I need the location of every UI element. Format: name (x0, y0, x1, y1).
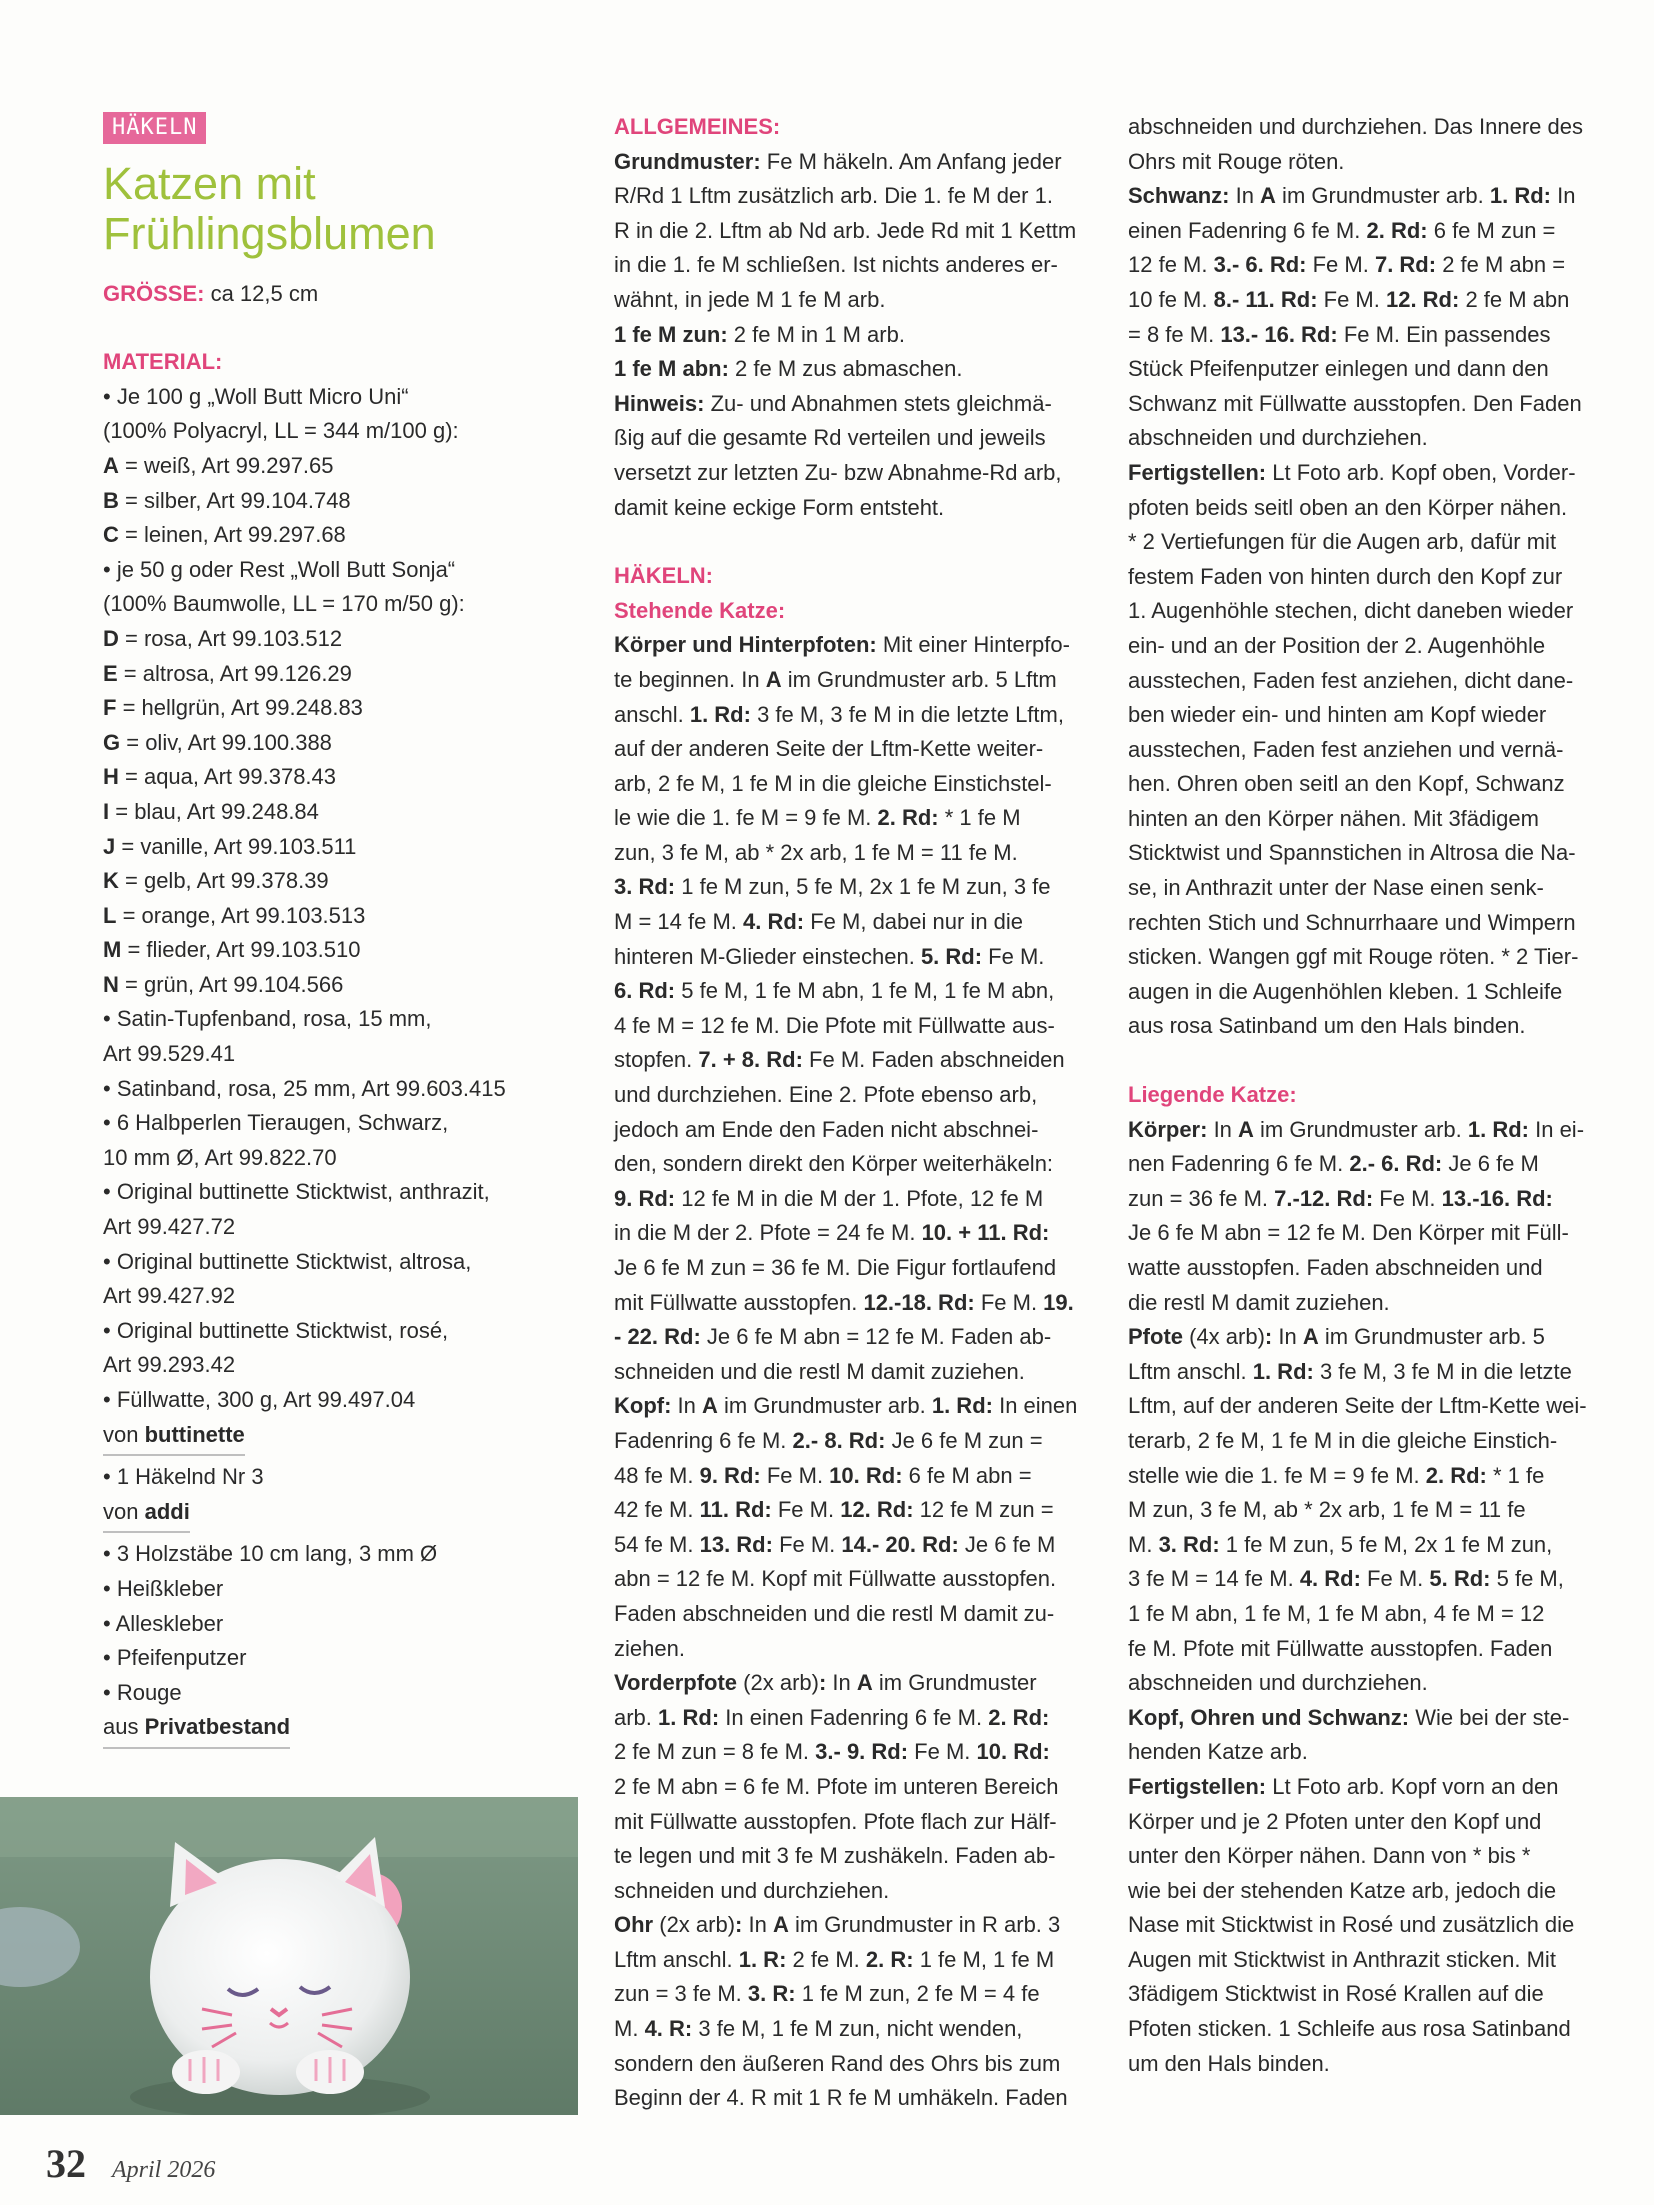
text-line: M zun, 3 fe M, ab * 2x arb, 1 fe M = 11 fe (1128, 1497, 1526, 1523)
material-column (103, 110, 573, 1753)
text-line: anschl. 1. Rd: 3 fe M, 3 fe M in die letzte Lftm, (614, 701, 1064, 727)
text-line: unter den Körper nähen. Dann von * bis * (1128, 1843, 1531, 1869)
material-list (103, 1002, 573, 1417)
text-line: 3fädigem Sticktwist in Rosé Krallen auf die (1128, 1981, 1544, 2007)
crochet-heading: HÄKELN: (614, 563, 713, 589)
yarn-list-b (103, 622, 573, 1003)
yarn-item: M = flieder, Art 99.103.510 (103, 937, 361, 963)
text-line: auf der anderen Seite der Lftm-Kette weiter- (614, 736, 1044, 762)
text-line: Faden abschneiden und die restl M damit zu- (614, 1600, 1055, 1626)
text-line: Kopf: In A im Grundmuster arb. 1. Rd: In einen (614, 1393, 1078, 1419)
text-line: Fadenring 6 fe M. 2.- 8. Rd: Je 6 fe M zun = (614, 1427, 1043, 1453)
text-line: abschneiden und durchziehen. Das Innere des (1128, 114, 1583, 139)
text-line: zun = 36 fe M. 7.-12. Rd: Fe M. 13.-16. Rd: (1128, 1185, 1553, 1211)
yarn-item: J = vanille, Art 99.103.511 (103, 833, 357, 859)
text-line: wähnt, in jede M 1 fe M arb. (614, 286, 886, 312)
text-line: Nase mit Sticktwist in Rosé und zusätzlich die (1128, 1912, 1575, 1938)
material-line: • Satin-Tupfenband, rosa, 15 mm, (103, 1006, 432, 1032)
material-line: • Alleskleber (103, 1610, 224, 1636)
text-line: stelle wie die 1. fe M = 9 fe M. 2. Rd: * 1 fe (1128, 1462, 1545, 1488)
text-line: 54 fe M. 13. Rd: Fe M. 14.- 20. Rd: Je 6 fe M (614, 1531, 1056, 1557)
text-line: henden Katze arb. (1128, 1739, 1308, 1765)
text-line: hinteren M-Glieder einstechen. 5. Rd: Fe M. (614, 943, 1045, 969)
size-line: GRÖSSE: ca 12,5 cm (103, 280, 319, 306)
text-line: abschneiden und durchziehen. (1128, 425, 1428, 451)
text-line: Lftm, auf der anderen Seite der Lftm-Kette wei- (1128, 1393, 1587, 1419)
text-line: Ohr (2x arb): In A im Grundmuster in R arb. 3 (614, 1912, 1061, 1938)
text-line: 1 fe M zun: 2 fe M in 1 M arb. (614, 321, 905, 347)
text-line: arb, 2 fe M, 1 fe M in die gleiche Einstichstel- (614, 770, 1052, 796)
section-tag: HÄKELN (103, 112, 206, 144)
yarn-item: N = grün, Art 99.104.566 (103, 971, 344, 997)
material-line: (100% Baumwolle, LL = 170 m/50 g): (103, 591, 465, 617)
text-line: te legen und mit 3 fe M zushäkeln. Faden ab- (614, 1843, 1056, 1869)
material-line: • Original buttinette Sticktwist, anthrazit, (103, 1179, 490, 1205)
text-line: abschneiden und durchziehen. (1128, 1670, 1428, 1696)
text-line: zun, 3 fe M, ab * 2x arb, 1 fe M = 11 fe M. (614, 839, 1018, 865)
text-line: le wie die 1. fe M = 9 fe M. 2. Rd: * 1 fe M (614, 805, 1021, 831)
yarn-item: I = blau, Art 99.248.84 (103, 798, 319, 824)
text-line: ausstechen, Faden fest anziehen und vernä- (1128, 736, 1564, 762)
text-line: Körper: In A im Grundmuster arb. 1. Rd: In ei- (1128, 1116, 1585, 1142)
text-line: ausstechen, Faden fest anziehen, dicht dane- (1128, 667, 1574, 693)
text-line: damit keine eckige Form entsteht. (614, 494, 945, 520)
material-line: • Rouge (103, 1679, 182, 1705)
text-line: mit Füllwatte ausstopfen. Pfote flach zur Hälf- (614, 1808, 1057, 1834)
page-title: Katzen mit Frühlingsblumen (103, 157, 436, 259)
material-line: • Satinband, rosa, 25 mm, Art 99.603.415 (103, 1075, 506, 1101)
text-line: hinten an den Körper nähen. Mit 3fädigem (1128, 805, 1539, 831)
lying-cat-heading: Liegende Katze: (1128, 1082, 1297, 1108)
material-line: • Original buttinette Sticktwist, altrosa, (103, 1248, 472, 1274)
text-line: 42 fe M. 11. Rd: Fe M. 12. Rd: 12 fe M zun = (614, 1497, 1054, 1523)
vendor-addi: von addi (103, 1495, 190, 1534)
lying-cat-text (1128, 1113, 1608, 2082)
material-line: • Pfeifenputzer (103, 1645, 247, 1671)
material-line: • Füllwatte, 300 g, Art 99.497.04 (103, 1387, 416, 1412)
text-line: rechten Stich und Schnurrhaare und Wimpern (1128, 909, 1576, 935)
text-line: ben wieder ein- und hinten am Kopf wieder (1128, 702, 1547, 728)
text-line: = 8 fe M. 13.- 16. Rd: Fe M. Ein passendes (1128, 321, 1551, 347)
material-line: Art 99.427.72 (103, 1214, 236, 1240)
text-line: arb. 1. Rd: In einen Fadenring 6 fe M. 2. Rd: (614, 1704, 1050, 1730)
text-line: 2 fe M zun = 8 fe M. 3.- 9. Rd: Fe M. 10. Rd: (614, 1739, 1050, 1765)
text-line: schneiden und die restl M damit zuziehen. (614, 1358, 1025, 1384)
text-line: Grundmuster: Fe M häkeln. Am Anfang jeder (614, 148, 1062, 174)
text-line: in die M der 2. Pfote = 24 fe M. 10. + 11. Rd: (614, 1220, 1050, 1246)
text-line: nen Fadenring 6 fe M. 2.- 6. Rd: Je 6 fe M (1128, 1151, 1539, 1177)
text-line: augen in die Augenhöhlen kleben. 1 Schleife (1128, 978, 1563, 1004)
text-line: Körper und je 2 Pfoten unter den Kopf und (1128, 1808, 1542, 1834)
yarn-item: H = aqua, Art 99.378.43 (103, 764, 337, 790)
yarn-item: K = gelb, Art 99.378.39 (103, 868, 329, 894)
text-line: ein- und an der Position der 2. Augenhöhle (1128, 632, 1546, 658)
text-line: se, in Anthrazit unter der Nase einen senk- (1128, 875, 1544, 901)
text-line: Hinweis: Zu- und Abnahmen stets gleichmä- (614, 390, 1052, 416)
text-line: Augen mit Sticktwist in Anthrazit sticken. Mit (1128, 1946, 1556, 1972)
text-line: Stück Pfeifenputzer einlegen und dann den (1128, 356, 1549, 382)
text-line: stopfen. 7. + 8. Rd: Fe M. Faden abschneiden (614, 1047, 1065, 1073)
text-line: Körper und Hinterpfoten: Mit einer Hinterpfo- (614, 632, 1070, 658)
text-line: R/Rd 1 Lftm zusätzlich arb. Die 1. fe M der 1. (614, 183, 1053, 209)
text-line: 3 fe M = 14 fe M. 4. Rd: Fe M. 5. Rd: 5 fe M, (1128, 1566, 1564, 1592)
text-line: Beginn der 4. R mit 1 R fe M umhäkeln. Faden (614, 2085, 1068, 2111)
issue-date: April 2026 (112, 2157, 216, 2183)
text-line: 3. Rd: 1 fe M zun, 5 fe M, 2x 1 fe M zun, 3 fe (614, 874, 1051, 900)
text-line: Je 6 fe M abn = 12 fe M. Den Körper mit Füll- (1128, 1220, 1569, 1246)
material-line: 10 mm Ø, Art 99.822.70 (103, 1144, 337, 1170)
text-line: Pfoten sticken. 1 Schleife aus rosa Satinband (1128, 2016, 1571, 2042)
text-line: Je 6 fe M zun = 36 fe M. Die Figur fortlaufend (614, 1255, 1057, 1280)
yarn-list-a (103, 449, 573, 553)
yarn-item: D = rosa, Art 99.103.512 (103, 625, 343, 651)
material-line: • Heißkleber (103, 1575, 224, 1601)
text-line: zun = 3 fe M. 3. R: 1 fe M zun, 2 fe M = 4 fe (614, 1981, 1040, 2007)
yarn-item: A = weiß, Art 99.297.65 (103, 452, 334, 478)
text-line: M. 4. R: 3 fe M, 1 fe M zun, nicht wenden, (614, 2016, 1023, 2042)
text-line: Lftm anschl. 1. Rd: 3 fe M, 3 fe M in die letzte (1128, 1358, 1572, 1384)
text-line: in die 1. fe M schließen. Ist nichts anderes er- (614, 252, 1058, 278)
text-line: 1 fe M abn: 2 fe M zus abmaschen. (614, 356, 963, 382)
text-line: ßig auf die gesamte Rd verteilen und jeweils (614, 425, 1046, 451)
text-line: 2 fe M abn = 6 fe M. Pfote im unteren Bereich (614, 1773, 1059, 1799)
text-line: hen. Ohren oben seitl an den Kopf, Schwanz (1128, 771, 1565, 797)
text-line: wie bei der stehenden Katze arb, jedoch die (1128, 1877, 1557, 1903)
text-line: 10 fe M. 8.- 11. Rd: Fe M. 12. Rd: 2 fe M abn (1128, 286, 1570, 312)
text-line: 4 fe M = 12 fe M. Die Pfote mit Füllwatte aus- (614, 1012, 1055, 1038)
vendor-buttinette: von buttinette (103, 1418, 245, 1457)
text-line: festem Faden von hinten durch den Kopf zur (1128, 563, 1563, 589)
text-line: Schwanz: In A im Grundmuster arb. 1. Rd: In (1128, 183, 1576, 209)
yarn-item: B = silber, Art 99.104.748 (103, 487, 351, 513)
material-line: • je 50 g oder Rest „Woll Butt Sonja“ (103, 556, 456, 582)
page-footer (46, 2140, 215, 2187)
text-line: Pfote (4x arb): In A im Grundmuster arb. 5 (1128, 1324, 1545, 1350)
text-line: Sticktwist und Spannstichen in Altrosa die Na- (1128, 840, 1576, 866)
text-line: * 2 Vertiefungen für die Augen arb, dafür mit (1128, 529, 1557, 555)
general-heading: ALLGEMEINES: (614, 114, 781, 139)
text-line: te beginnen. In A im Grundmuster arb. 5 Lftm (614, 666, 1057, 692)
text-line: jedoch am Ende den Faden nicht abschnei- (614, 1116, 1039, 1142)
text-line: M. 3. Rd: 1 fe M zun, 5 fe M, 2x 1 fe M zun, (1128, 1531, 1553, 1557)
text-line: Schwanz mit Füllwatte ausstopfen. Den Faden (1128, 390, 1582, 416)
material-line: • 1 Häkelnd Nr 3 (103, 1464, 264, 1490)
standing-cat-text-continued (1128, 110, 1608, 1044)
text-line: M = 14 fe M. 4. Rd: Fe M, dabei nur in die (614, 909, 1024, 935)
cat-photo (0, 1797, 578, 2115)
text-line: Fertigstellen: Lt Foto arb. Kopf vorn an den (1128, 1773, 1559, 1799)
material-line: (100% Polyacryl, LL = 344 m/100 g): (103, 418, 459, 444)
material-line: Art 99.529.41 (103, 1041, 236, 1067)
yarn-item: E = altrosa, Art 99.126.29 (103, 660, 352, 686)
standing-cat-text (614, 628, 1094, 2116)
material-line: • Je 100 g „Woll Butt Micro Uni“ (103, 383, 409, 409)
text-line: den, sondern direkt den Körper weiterhäkeln: (614, 1151, 1054, 1177)
text-line: aus rosa Satinband um den Hals binden. (1128, 1013, 1526, 1039)
text-line: Fertigstellen: Lt Foto arb. Kopf oben, Vorder- (1128, 459, 1576, 485)
text-line: 48 fe M. 9. Rd: Fe M. 10. Rd: 6 fe M abn = (614, 1462, 1032, 1488)
text-line: Kopf, Ohren und Schwanz: Wie bei der ste- (1128, 1704, 1570, 1730)
text-line: pfoten beids seitl oben an den Körper nähen. (1128, 494, 1568, 520)
text-line: fe M. Pfote mit Füllwatte ausstopfen. Faden (1128, 1635, 1553, 1661)
general-text (614, 145, 1094, 526)
material-heading: MATERIAL: (103, 349, 223, 375)
material-line: • 3 Holzstäbe 10 cm lang, 3 mm Ø (103, 1541, 438, 1567)
text-line: sticken. Wangen ggf mit Rouge röten. * 2 Tier- (1128, 944, 1579, 970)
crochet-cat-illustration (0, 1797, 578, 2115)
text-line: versetzt zur letzten Zu- bzw Abnahme-Rd arb, (614, 459, 1062, 485)
vendor-privatbestand: aus Privatbestand (103, 1710, 290, 1749)
text-line: watte ausstopfen. Faden abschneiden und (1128, 1255, 1543, 1280)
text-line: - 22. Rd: Je 6 fe M abn = 12 fe M. Faden ab- (614, 1324, 1052, 1350)
text-line: 9. Rd: 12 fe M in die M der 1. Pfote, 12 fe M (614, 1185, 1044, 1211)
material-line: Art 99.427.92 (103, 1283, 236, 1309)
text-line: 6. Rd: 5 fe M, 1 fe M abn, 1 fe M, 1 fe M abn, (614, 978, 1055, 1004)
text-line: schneiden und durchziehen. (614, 1877, 890, 1903)
material-line: Art 99.293.42 (103, 1352, 236, 1378)
text-line: sondern den äußeren Rand des Ohrs bis zum (614, 2050, 1061, 2076)
instructions-column-2 (1128, 110, 1608, 2081)
page-number: 32 (46, 2141, 86, 2186)
yarn-item: G = oliv, Art 99.100.388 (103, 729, 332, 755)
text-line: terarb, 2 fe M, 1 fe M in die gleiche Einstich- (1128, 1427, 1558, 1453)
instructions-column-1 (614, 110, 1094, 2116)
text-line: 1 fe M abn, 1 fe M, 1 fe M abn, 4 fe M = 12 (1128, 1600, 1545, 1626)
yarn-item: L = orange, Art 99.103.513 (103, 902, 366, 928)
text-line: um den Hals binden. (1128, 2050, 1330, 2076)
material-line: • Original buttinette Sticktwist, rosé, (103, 1317, 449, 1343)
text-line: und durchziehen. Eine 2. Pfote ebenso arb, (614, 1082, 1038, 1108)
standing-cat-heading: Stehende Katze: (614, 597, 786, 623)
material-list (103, 1537, 573, 1710)
text-line: mit Füllwatte ausstopfen. 12.-18. Rd: Fe M. 19. (614, 1289, 1074, 1315)
text-line: 1. Augenhöhle stechen, dicht daneben wieder (1128, 598, 1574, 624)
text-line: Lftm anschl. 1. R: 2 fe M. 2. R: 1 fe M, 1 fe M (614, 1946, 1055, 1972)
text-line: einen Fadenring 6 fe M. 2. Rd: 6 fe M zun = (1128, 217, 1556, 243)
text-line: die restl M damit zuziehen. (1128, 1289, 1390, 1315)
text-line: Vorderpfote (2x arb): In A im Grundmuster (614, 1670, 1037, 1696)
text-line: R in die 2. Lftm ab Nd arb. Jede Rd mit 1 Kettm (614, 217, 1077, 243)
text-line: 12 fe M. 3.- 6. Rd: Fe M. 7. Rd: 2 fe M abn = (1128, 252, 1566, 278)
text-line: ziehen. (614, 1635, 685, 1661)
yarn-item: C = leinen, Art 99.297.68 (103, 522, 346, 548)
yarn-item: F = hellgrün, Art 99.248.83 (103, 695, 363, 721)
text-line: Ohrs mit Rouge röten. (1128, 148, 1345, 174)
material-line: • 6 Halbperlen Tieraugen, Schwarz, (103, 1110, 449, 1136)
text-line: abn = 12 fe M. Kopf mit Füllwatte ausstopfen. (614, 1566, 1057, 1592)
